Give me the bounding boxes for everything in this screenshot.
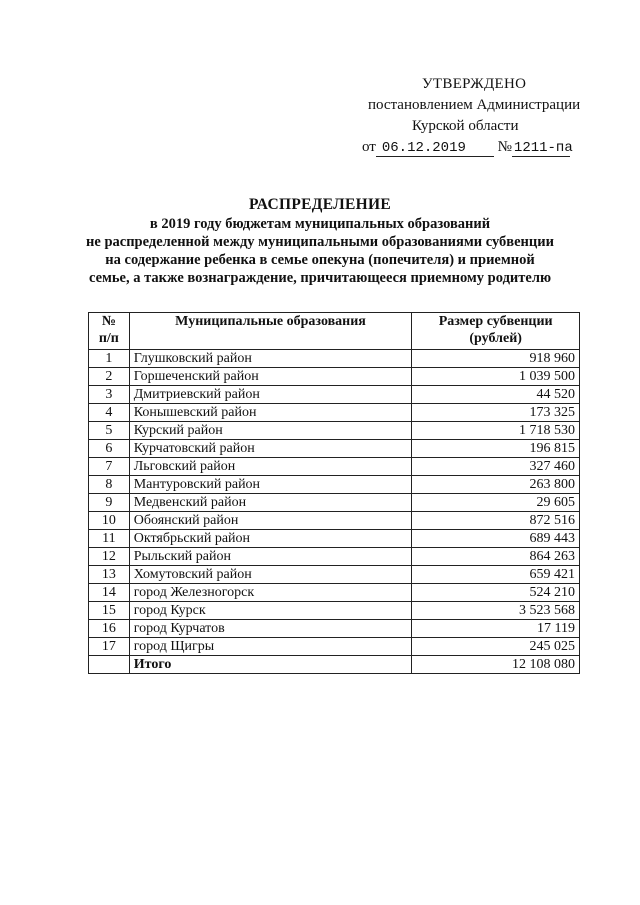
row-number: 3 — [89, 386, 130, 404]
table-row — [89, 422, 580, 440]
row-municipality: Глушковский район — [129, 350, 412, 368]
row-number: 16 — [89, 620, 130, 638]
header-municipality — [129, 313, 412, 350]
row-number: 4 — [89, 404, 130, 422]
row-amount: 327 460 — [412, 458, 580, 476]
row-municipality: город Железногорск — [129, 584, 412, 602]
row-amount: 17 119 — [412, 620, 580, 638]
row-amount: 689 443 — [412, 530, 580, 548]
total-row — [89, 656, 580, 674]
table-row — [89, 494, 580, 512]
heading-line-4: семье, а также вознаграждение, причитающееся приемному родителю — [88, 270, 552, 286]
row-number: 12 — [89, 548, 130, 566]
row-amount: 29 605 — [412, 494, 580, 512]
number-prefix: № — [497, 139, 512, 155]
table-row — [89, 350, 580, 368]
approval-block — [340, 74, 600, 158]
table-row — [89, 512, 580, 530]
row-municipality: Конышевский район — [129, 404, 412, 422]
row-municipality: Обоянский район — [129, 512, 412, 530]
decree-number: 1211-па — [513, 140, 573, 156]
row-number: 8 — [89, 476, 130, 494]
table-row — [89, 404, 580, 422]
row-amount: 659 421 — [412, 566, 580, 584]
heading-line-3: на содержание ребенка в семье опекуна (попечителя) и приемной — [105, 252, 535, 268]
approval-date-number-line — [340, 137, 600, 158]
total-num-cell — [89, 656, 130, 674]
row-number: 15 — [89, 602, 130, 620]
approval-region: Курской области — [412, 118, 519, 134]
row-amount: 44 520 — [412, 386, 580, 404]
table-row — [89, 548, 580, 566]
row-municipality: Горшеченский район — [129, 368, 412, 386]
table-row — [89, 458, 580, 476]
heading-line-1: в 2019 году бюджетам муниципальных образований — [149, 216, 491, 232]
row-number: 5 — [89, 422, 130, 440]
row-amount: 245 025 — [412, 638, 580, 656]
row-number: 17 — [89, 638, 130, 656]
approval-authority: постановлением Администрации — [368, 97, 581, 113]
table-row — [89, 638, 580, 656]
row-number: 11 — [89, 530, 130, 548]
table-body — [89, 350, 580, 674]
row-amount: 3 523 568 — [412, 602, 580, 620]
row-municipality: Дмитриевский район — [129, 386, 412, 404]
total-amount: 12 108 080 — [412, 656, 580, 674]
row-number: 6 — [89, 440, 130, 458]
table-row — [89, 620, 580, 638]
header-amount — [412, 313, 580, 350]
row-amount: 263 800 — [412, 476, 580, 494]
row-amount: 1 718 530 — [412, 422, 580, 440]
row-amount: 918 960 — [412, 350, 580, 368]
table-row — [89, 566, 580, 584]
row-municipality: город Курск — [129, 602, 412, 620]
table-row — [89, 440, 580, 458]
document-title: РАСПРЕДЕЛЕНИЕ — [249, 196, 391, 213]
table-row — [89, 368, 580, 386]
total-label: Итого — [129, 656, 412, 674]
row-amount: 872 516 — [412, 512, 580, 530]
table-header-row — [89, 313, 580, 350]
header-municipality-label: Муниципальные образования — [175, 314, 366, 329]
row-municipality: город Курчатов — [129, 620, 412, 638]
row-number: 2 — [89, 368, 130, 386]
heading-line-2: не распределенной между муниципальными образованиями субвенции — [86, 234, 554, 250]
row-number: 14 — [89, 584, 130, 602]
row-municipality: город Щигры — [129, 638, 412, 656]
header-amount-line1: Размер субвенции — [438, 314, 553, 329]
table-row — [89, 602, 580, 620]
row-municipality: Курчатовский район — [129, 440, 412, 458]
table-row — [89, 476, 580, 494]
row-number: 1 — [89, 350, 130, 368]
header-num-line2: п/п — [98, 331, 119, 346]
header-num-line1: № — [101, 314, 116, 329]
table-row — [89, 584, 580, 602]
date-prefix: от — [362, 139, 376, 155]
row-municipality: Льговский район — [129, 458, 412, 476]
row-number: 10 — [89, 512, 130, 530]
table-row — [89, 386, 580, 404]
row-municipality: Рыльский район — [129, 548, 412, 566]
row-amount: 196 815 — [412, 440, 580, 458]
header-amount-line2: (рублей) — [469, 331, 522, 346]
approval-title: УТВЕРЖДЕНО — [422, 76, 527, 92]
row-amount: 173 325 — [412, 404, 580, 422]
row-amount: 524 210 — [412, 584, 580, 602]
row-number: 9 — [89, 494, 130, 512]
row-number: 13 — [89, 566, 130, 584]
distribution-table — [88, 312, 580, 674]
decree-date: 06.12.2019 — [376, 140, 494, 157]
row-municipality: Хомутовский район — [129, 566, 412, 584]
table-row — [89, 530, 580, 548]
row-number: 7 — [89, 458, 130, 476]
document-heading — [60, 196, 580, 287]
row-municipality: Курский район — [129, 422, 412, 440]
row-municipality: Мантуровский район — [129, 476, 412, 494]
header-num — [89, 313, 130, 350]
row-municipality: Медвенский район — [129, 494, 412, 512]
row-amount: 1 039 500 — [412, 368, 580, 386]
row-amount: 864 263 — [412, 548, 580, 566]
row-municipality: Октябрьский район — [129, 530, 412, 548]
